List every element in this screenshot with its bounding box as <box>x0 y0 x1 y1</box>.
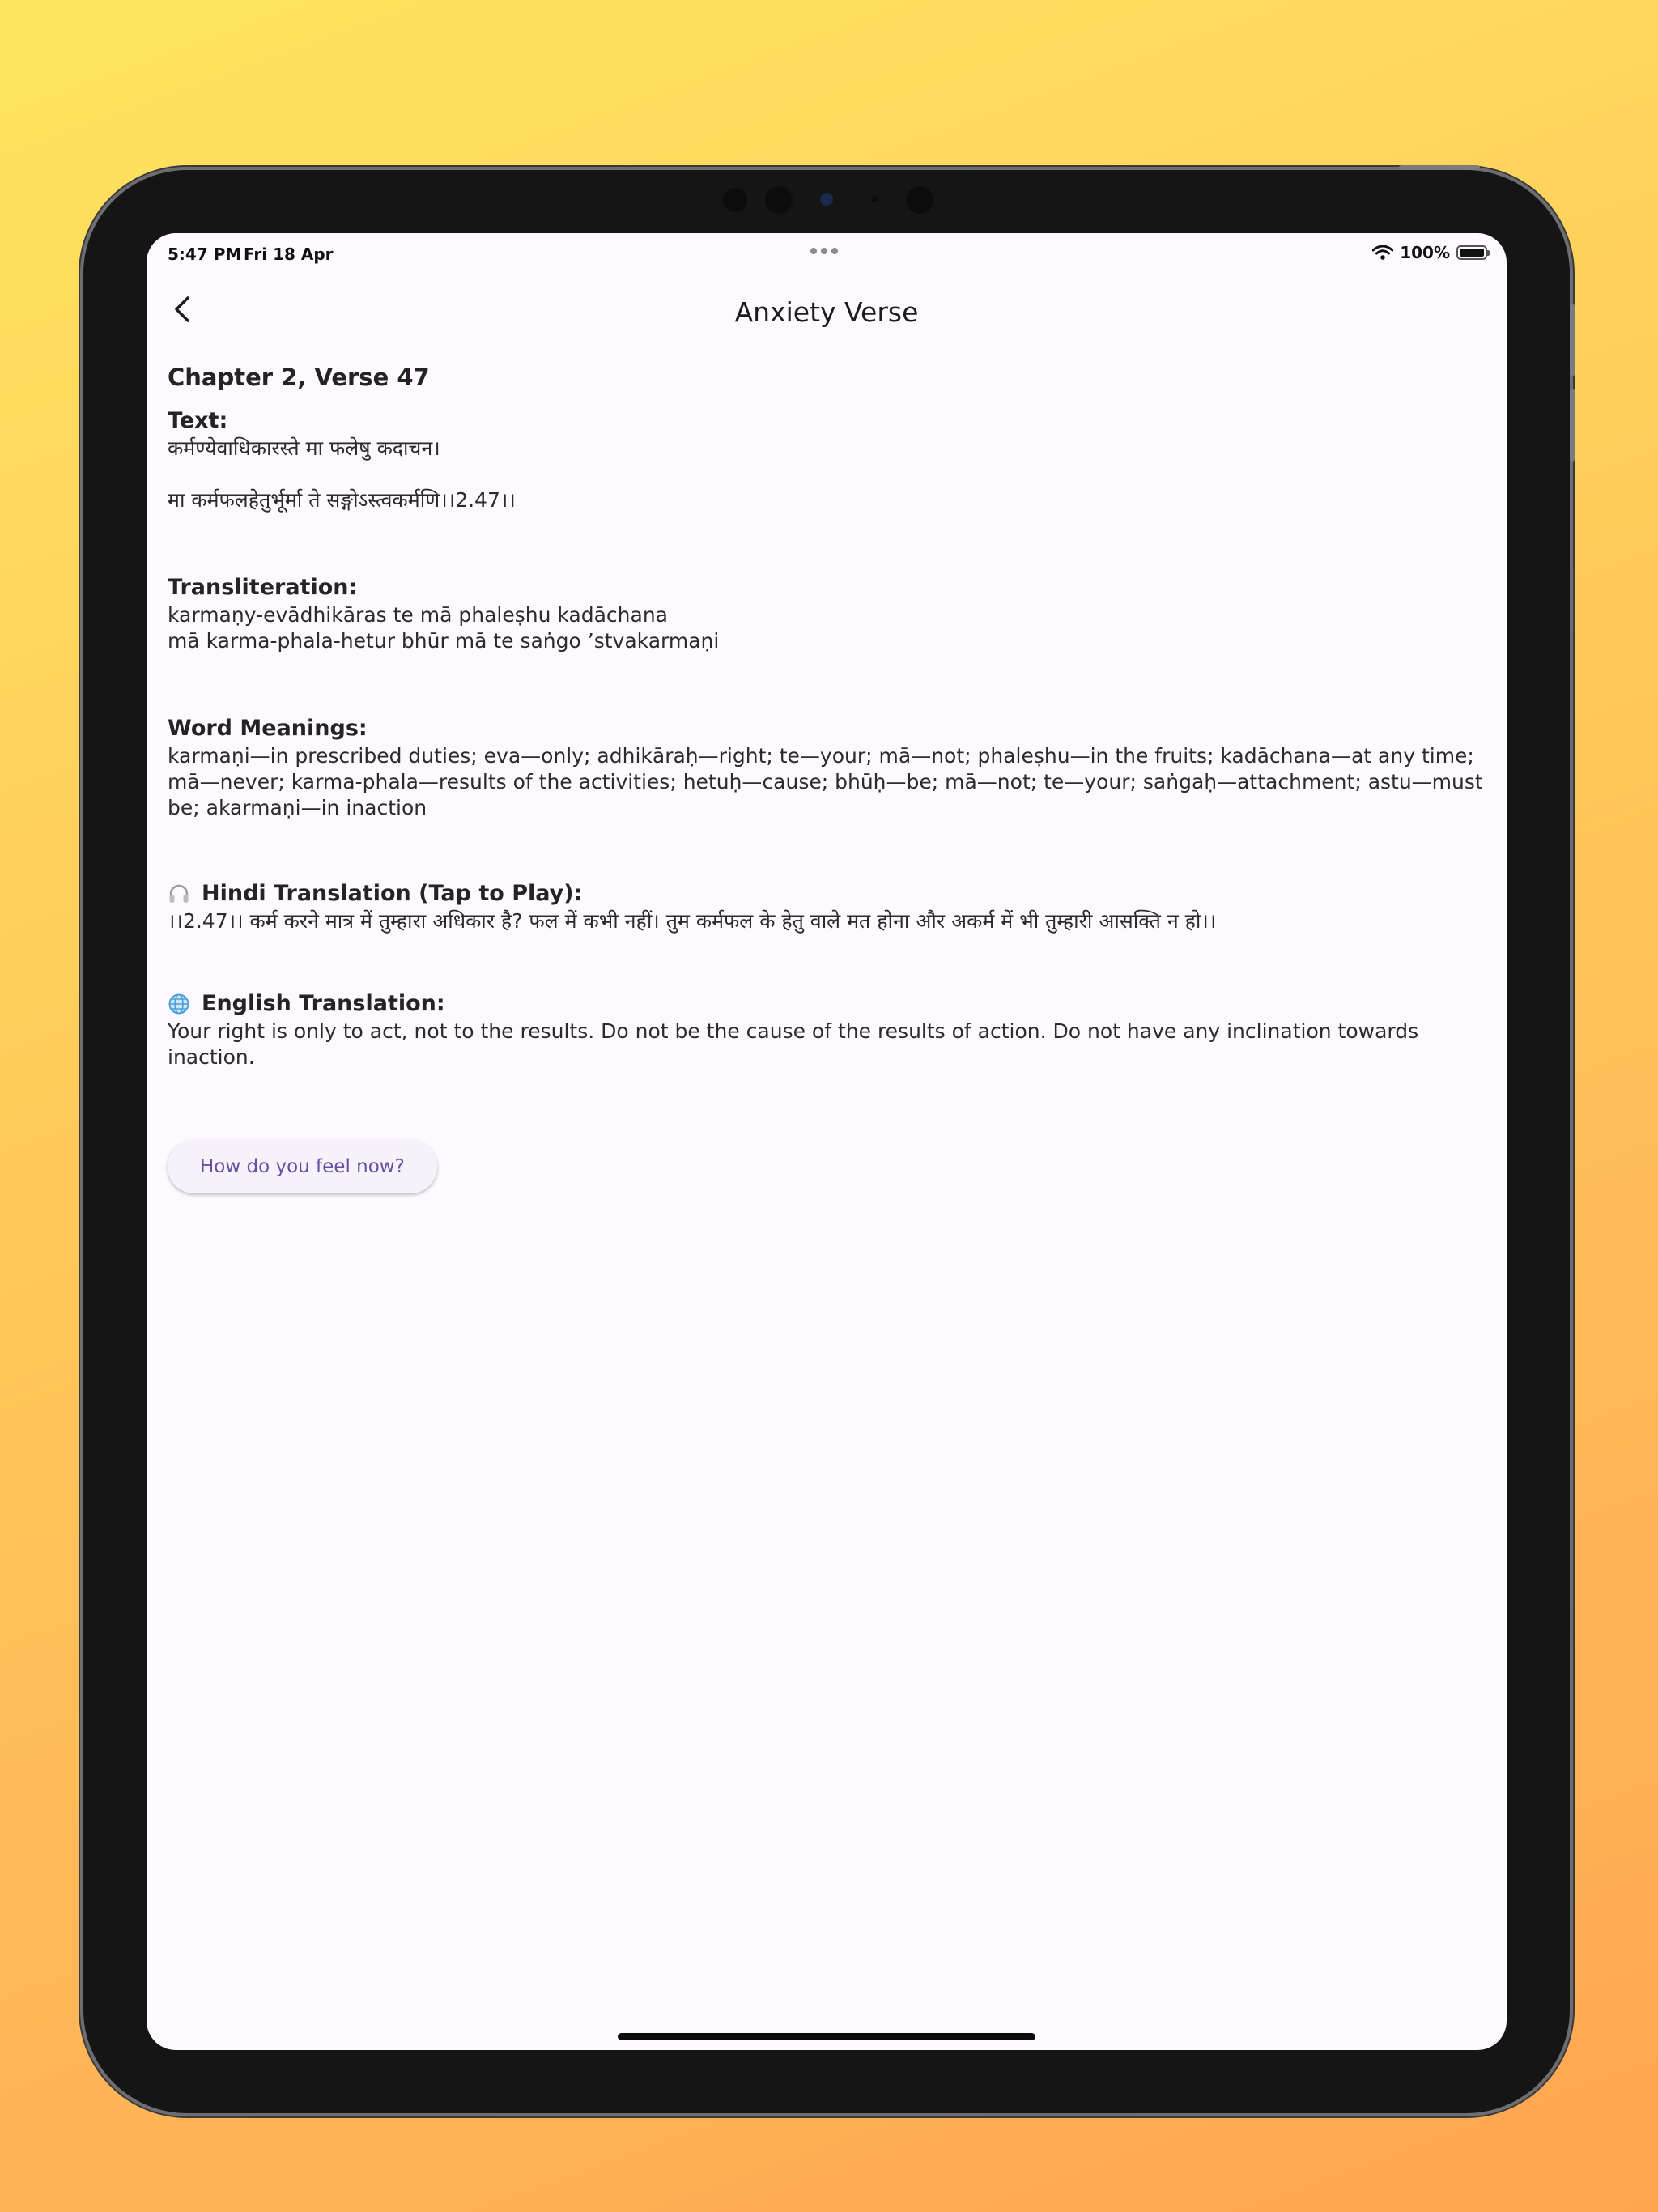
volume-up-button <box>1570 304 1575 376</box>
page-title: Anxiety Verse <box>734 296 919 328</box>
top-button <box>1399 165 1480 170</box>
volume-down-button <box>1570 389 1575 462</box>
status-right <box>1372 243 1487 262</box>
app-screen <box>147 233 1507 2050</box>
globe-icon <box>168 993 190 1015</box>
multitasking-dots-icon[interactable] <box>810 248 838 254</box>
hindi-translation-label[interactable]: Hindi Translation (Tap to Play): <box>168 879 1487 908</box>
battery-icon <box>1456 245 1487 260</box>
status-time: 5:47 PM <box>168 245 242 264</box>
verse-content <box>168 361 1487 1193</box>
text-label: Text: <box>168 408 228 433</box>
transliteration-section <box>168 573 1487 654</box>
word-meanings-text: karmaṇi—in prescribed duties; eva—only; adhikāraḥ—right; te—your; mā—not; phaleṣhu—in the fruits; kadāchana—at any time; mā—never; karma-phala—results of the activities; hetuḥ—cause; bhūḥ—be; mā—not; te—your; saṅgaḥ—attachment; astu—must be; akarmaṇi—in inaction <box>168 744 1483 819</box>
navigation-bar <box>147 274 1507 347</box>
headphones-icon <box>168 883 190 905</box>
word-meanings-label: Word Meanings: <box>168 716 368 741</box>
status-date: Fri 18 Apr <box>244 245 334 264</box>
status-bar <box>147 233 1507 266</box>
sanskrit-text-section <box>168 406 1487 513</box>
english-translation-text: Your right is only to act, not to the results. Do not be the cause of the results of action. Do not have any inclination towards inaction. <box>168 1019 1419 1069</box>
battery-percentage: 100% <box>1400 243 1450 262</box>
transliteration-label: Transliteration: <box>168 575 358 600</box>
home-indicator[interactable] <box>618 2033 1035 2040</box>
word-meanings-section <box>168 714 1487 821</box>
wifi-icon <box>1372 245 1393 261</box>
transliteration-text: karmaṇy-evādhikāras te mā phaleṣhu kadāchana mā karma-phala-hetur bhūr mā te saṅgo ’stvakarmaṇi <box>168 603 720 653</box>
english-translation-label: English Translation: <box>168 989 1487 1019</box>
chapter-verse-title: Chapter 2, Verse 47 <box>168 364 430 391</box>
english-translation-section <box>168 989 1487 1070</box>
how-do-you-feel-button[interactable]: How do you feel now? <box>168 1140 437 1193</box>
sanskrit-text: कर्मण्येवाधिकारस्ते मा फलेषु कदाचन। मा कर्मफलहेतुर्भूर्मा ते सङ्गोऽस्त्वकर्मणि।।2.47।। <box>168 436 516 512</box>
hindi-translation-section[interactable] <box>168 879 1487 934</box>
tablet-frame <box>83 170 1570 2113</box>
hindi-translation-text[interactable]: ।।2.47।। कर्म करने मात्र में तुम्हारा अधिकार है? फल में कभी नहीं। तुम कर्मफल के हेतु वाले मत होना और अकर्म में भी तुम्हारी आसक्ति न हो।। <box>168 909 1217 933</box>
